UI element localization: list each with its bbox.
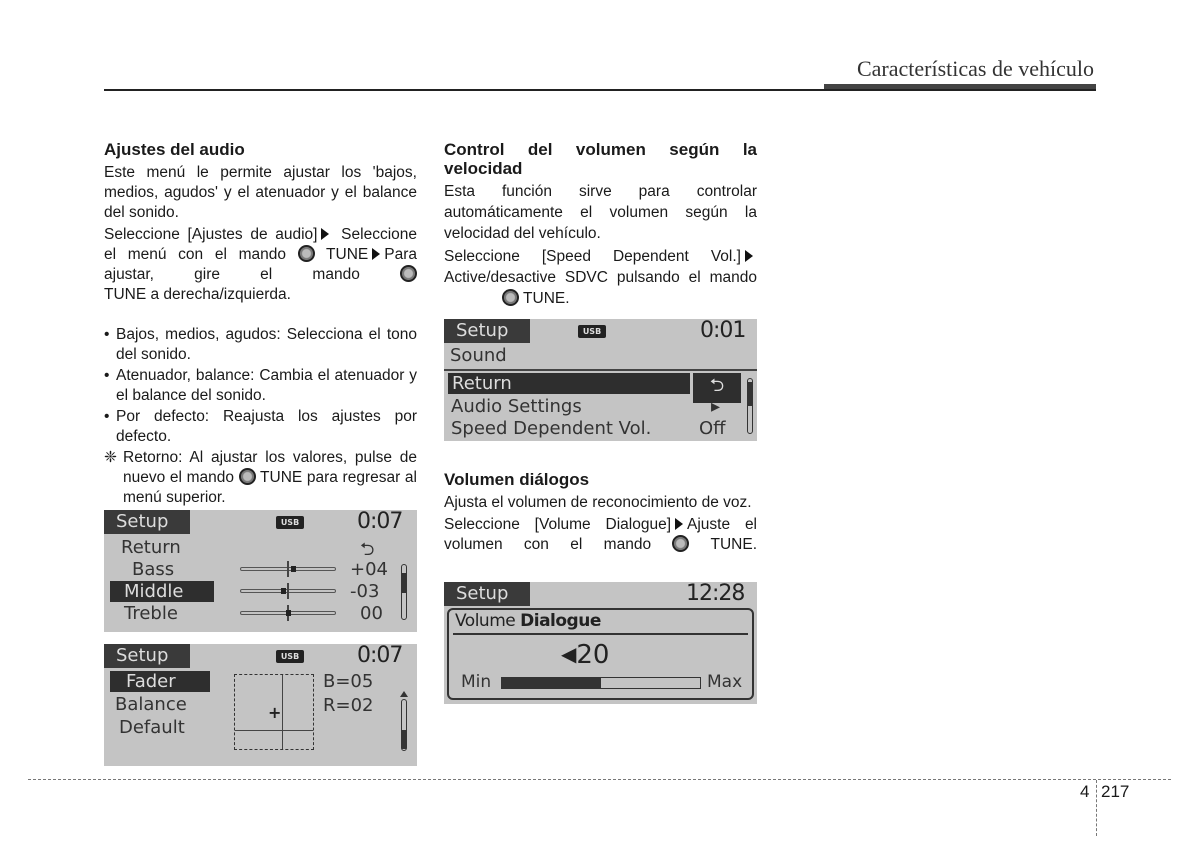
- instr-text: TUNE.: [710, 536, 758, 553]
- bullet-text: Bajos, medios, agudos: Selecciona el tono del sonido.: [116, 326, 417, 363]
- menu-row-return[interactable]: Return: [448, 373, 690, 394]
- middle-column: [444, 140, 757, 309]
- volume-dialogue-intro: Ajusta el volumen de reconocimiento de voz.: [444, 494, 752, 511]
- tune-knob-icon: [298, 245, 315, 262]
- section-heading-audio: Ajustes del audio: [104, 140, 245, 159]
- slider-center: [287, 561, 289, 577]
- treble-slider[interactable]: [240, 609, 336, 617]
- screen-title: Setup: [444, 319, 530, 343]
- chapter-number: 4: [1080, 782, 1090, 801]
- volume-bar[interactable]: [501, 677, 701, 689]
- fader-value: B=05: [323, 671, 374, 692]
- scrollbar[interactable]: [401, 699, 407, 751]
- header-rule: [104, 89, 1096, 91]
- usb-icon: USB: [578, 325, 606, 338]
- scroll-up-icon[interactable]: [400, 691, 408, 697]
- note-item: [104, 448, 417, 508]
- screen-clock: 0:01: [700, 319, 746, 343]
- menu-row-fader[interactable]: Fader: [110, 671, 210, 692]
- screen-sound: [444, 319, 757, 441]
- return-icon: ⮌: [360, 539, 375, 560]
- return-icon[interactable]: ⮌: [693, 373, 741, 403]
- note-text: Retorno: Al ajustar los valores, pulse de nuevo el mando: [123, 449, 417, 486]
- instr-text: Ajuste el volumen con el mando: [444, 516, 758, 553]
- instr-text: Seleccione [Speed Dependent Vol.]: [444, 248, 741, 265]
- slider-center: [287, 583, 289, 599]
- crosshair-icon: +: [268, 703, 282, 722]
- list-item: [104, 366, 417, 406]
- volume-bar-fill: [502, 678, 601, 688]
- menu-row-audio-settings[interactable]: Audio Settings: [451, 396, 582, 417]
- bass-value: +04: [350, 559, 388, 580]
- instr-text: Seleccione [Ajustes de audio]: [104, 226, 318, 243]
- treble-value: 00: [360, 603, 383, 624]
- audio-instr-last: TUNE a derecha/izquierda.: [104, 286, 291, 303]
- slider-position: [286, 610, 291, 616]
- audio-instructions: [104, 225, 417, 285]
- volume-dialogue-instructions: [444, 515, 757, 555]
- dialog-title: [455, 611, 601, 631]
- section-heading-sdvc: Control del volumen según la velocidad: [444, 140, 757, 178]
- screen-title: Setup: [104, 644, 190, 668]
- instr-text: Seleccione el menú con el mando: [104, 226, 417, 263]
- instr-text: TUNE: [326, 246, 369, 263]
- slider-position: [291, 566, 296, 572]
- screen-subtitle: Sound: [450, 345, 507, 366]
- usb-icon: USB: [276, 650, 304, 663]
- note-text: TUNE para regresar al menú superior.: [123, 469, 417, 506]
- bass-slider[interactable]: [240, 565, 336, 573]
- slider-position: [281, 588, 286, 594]
- scrollbar-thumb[interactable]: [402, 573, 406, 593]
- arrow-icon: [321, 228, 329, 240]
- menu-row-return[interactable]: Return: [121, 537, 181, 558]
- header-title: Características de vehículo: [856, 56, 1094, 81]
- tune-knob-icon: [502, 289, 519, 306]
- menu-row-balance[interactable]: Balance: [115, 694, 187, 715]
- volume-readout: [561, 640, 609, 670]
- usb-icon: USB: [276, 516, 304, 529]
- screen-clock: 12:28: [686, 582, 745, 606]
- instr-text: TUNE.: [523, 290, 570, 307]
- scrollbar-thumb[interactable]: [748, 382, 752, 406]
- sdvc-intro: Esta función sirve para controlar automáticamente el volumen según la velocidad del vehículo.: [444, 183, 757, 242]
- bullet-mark: •: [104, 408, 110, 425]
- grid-vline: [282, 675, 283, 749]
- bullet-mark: •: [104, 326, 110, 343]
- bullet-mark: •: [104, 367, 110, 384]
- bullet-text: Por defecto: Reajusta los ajustes por defecto.: [116, 408, 417, 445]
- scrollbar[interactable]: [747, 378, 753, 434]
- screen-title: Setup: [104, 510, 190, 534]
- menu-row-default[interactable]: Default: [119, 717, 185, 738]
- middle-value: -03: [350, 581, 380, 602]
- tune-knob-icon: [400, 265, 417, 282]
- divider: [444, 369, 757, 371]
- instr-text: Active/desactive SDVC pulsando el mando: [444, 269, 757, 286]
- sdvc-instructions: [444, 246, 757, 288]
- footer-vrule: [1096, 780, 1097, 836]
- section-heading-volume-dialogue: Volumen diálogos: [444, 470, 590, 489]
- arrow-icon: [675, 518, 683, 530]
- screen-clock: 0:07: [357, 510, 403, 534]
- speaker-icon: ◀: [561, 642, 577, 666]
- screen-audio-settings: [104, 510, 417, 632]
- screen-clock: 0:07: [357, 644, 403, 668]
- balance-value: R=02: [323, 695, 374, 716]
- list-item: [104, 407, 417, 447]
- volume-dialogue-section: [444, 470, 757, 555]
- fader-balance-grid[interactable]: [234, 674, 314, 750]
- footer-rule: [28, 779, 1171, 780]
- scrollbar-thumb[interactable]: [402, 730, 406, 749]
- screen-title: Setup: [444, 582, 530, 606]
- left-column: [104, 140, 417, 509]
- screen-volume-dialogue: [444, 582, 757, 704]
- menu-row-middle[interactable]: Middle: [110, 581, 214, 602]
- volume-max-label: Max: [707, 672, 743, 692]
- arrow-icon: [745, 250, 753, 262]
- bullet-text: Atenuador, balance: Cambia el atenuador y el balance del sonido.: [116, 367, 417, 404]
- audio-bullets: [104, 325, 417, 508]
- menu-row-speed-dependent-vol[interactable]: Speed Dependent Vol.: [451, 418, 652, 439]
- sdvc-value: Off: [699, 418, 726, 439]
- sdvc-instr-last: [444, 288, 757, 309]
- volume-min-label: Min: [461, 672, 492, 692]
- instr-text: Seleccione [Volume Dialogue]: [444, 516, 672, 533]
- chevron-right-icon: ▸: [711, 396, 721, 417]
- middle-slider[interactable]: [240, 587, 336, 595]
- instr-text: Para ajustar, gire el mando: [104, 246, 417, 283]
- list-item: [104, 325, 417, 365]
- scrollbar[interactable]: [401, 564, 407, 620]
- arrow-icon: [372, 248, 380, 260]
- page-number: 217: [1101, 782, 1130, 801]
- dialog-title-part: Dialogue: [520, 611, 601, 631]
- dialog-divider: [453, 633, 748, 635]
- menu-row-bass[interactable]: Bass: [132, 559, 175, 580]
- tune-knob-icon: [672, 535, 689, 552]
- grid-hline: [235, 730, 313, 731]
- note-mark: ❈: [104, 449, 117, 466]
- volume-dialog-box: [447, 608, 754, 700]
- tune-knob-icon: [239, 468, 256, 485]
- screen-fader-balance: [104, 644, 417, 766]
- volume-value: 20: [576, 640, 610, 670]
- audio-intro: Este menú le permite ajustar los 'bajos, medios, agudos' y el atenuador y el balance del sonido.: [104, 164, 417, 221]
- dialog-title-part: Volume: [455, 611, 521, 631]
- menu-row-treble[interactable]: Treble: [124, 603, 178, 624]
